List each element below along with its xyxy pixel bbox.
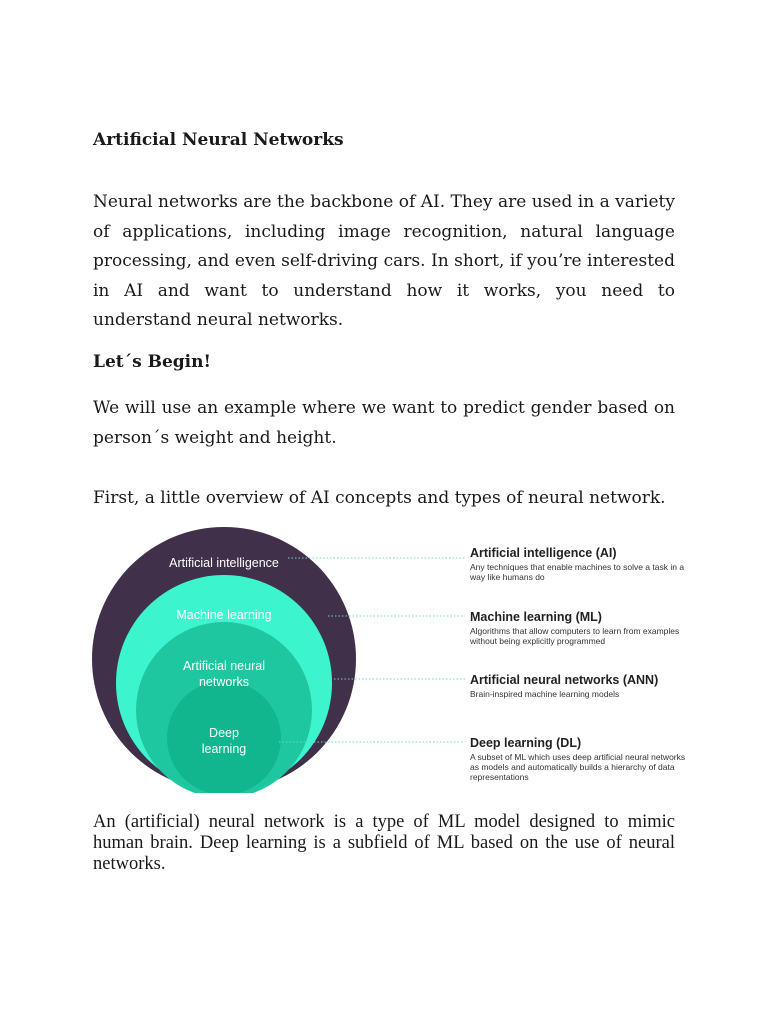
definition-text: Any techniques that enable machines to solve a task in a bbox=[470, 562, 685, 572]
intro-paragraph: Neural networks are the backbone of AI. They are used in a variety of applications, including image recognition, natural language processing, and even self-driving cars. In short, if you’re interested in AI and want to understand how it works, you need to understand neural networks. bbox=[93, 192, 675, 330]
definition-text: as models and automatically builds a hierarchy of data bbox=[470, 762, 675, 772]
definition-ml bbox=[469, 610, 679, 646]
ann-circle-label-line2: networks bbox=[198, 675, 250, 689]
dl-circle-label-line1: Deep bbox=[209, 726, 239, 740]
overview-paragraph: First, a little overview of AI concepts and types of neural network. bbox=[93, 488, 666, 508]
definition-term: Machine learning (ML) bbox=[470, 610, 602, 624]
definition-text: Brain-inspired machine learning models bbox=[470, 689, 620, 699]
definition-text: way like humans do bbox=[470, 572, 545, 582]
definition-text: Algorithms that allow computers to learn from examples bbox=[470, 626, 680, 636]
document-title: Artificial Neural Networks bbox=[93, 130, 344, 150]
definition-term: Artificial intelligence (AI) bbox=[470, 546, 617, 560]
ml-circle-label: Machine learning bbox=[176, 608, 272, 622]
definition-text: A subset of ML which uses deep artificial neural networks bbox=[470, 752, 686, 762]
closing-paragraph: An (artificial) neural network is a type of ML model designed to mimic human brain. Deep learning is a subfield of ML based on the use of neural networks. bbox=[93, 812, 675, 874]
definition-ai bbox=[469, 546, 684, 582]
ai-circle-label: Artificial intelligence bbox=[169, 556, 279, 570]
definition-dl bbox=[470, 736, 685, 782]
definition-text: representations bbox=[470, 772, 529, 782]
ai-concepts-diagram bbox=[92, 525, 720, 793]
ann-circle-label-line1: Artificial neural bbox=[183, 659, 265, 673]
dl-circle-label-line2: learning bbox=[201, 742, 247, 756]
definition-ann bbox=[470, 673, 658, 699]
section-heading: Let´s Begin! bbox=[93, 352, 211, 372]
definition-term: Artificial neural networks (ANN) bbox=[470, 673, 659, 687]
definition-term: Deep learning (DL) bbox=[470, 736, 582, 750]
ai-concepts-svg bbox=[92, 525, 720, 793]
example-paragraph: We will use an example where we want to predict gender based on person´s weight and height. bbox=[93, 398, 675, 448]
definition-text: without being explicitly programmed bbox=[470, 636, 606, 646]
